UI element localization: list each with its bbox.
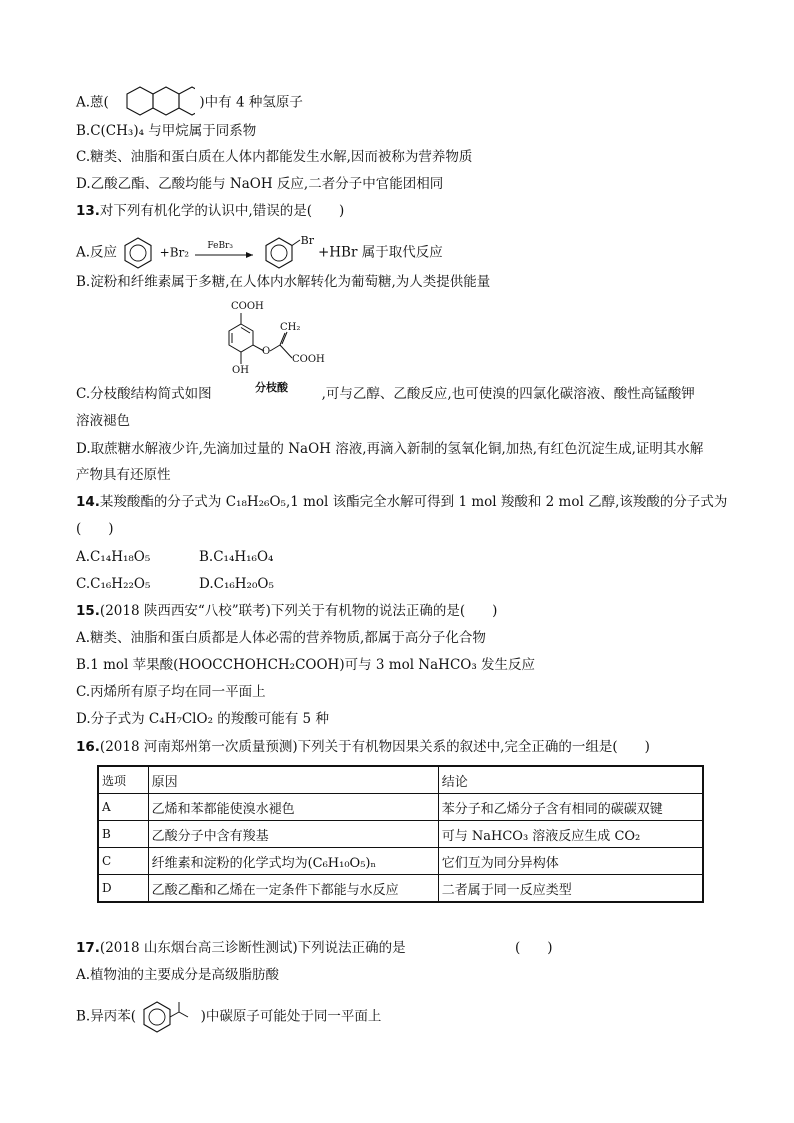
q13-bromine-reagent: +Br₂ — [159, 245, 190, 260]
q14-stem-text: 某羧酸酯的分子式为 C₁₈H₂₆O₅,1 mol 该酯完全水解可得到 1 mol 羧酸和 2 mol 乙醇,该羧酸的分子式为 — [99, 494, 728, 510]
benzene-structure — [121, 236, 155, 270]
q13-stem — [76, 202, 344, 220]
header-option: 选项 — [98, 766, 148, 794]
row-conclusion: 它们互为同分异构体 — [438, 848, 703, 875]
row-conclusion: 苯分子和乙烯分子含有相同的碳碳双键 — [438, 794, 703, 821]
cooh-right-label: COOH — [292, 354, 325, 365]
q17-stem — [76, 939, 406, 957]
ch2-label: CH₂ — [280, 322, 301, 333]
q15-option-a: A.糖类、油脂和蛋白质都是人体必需的营养物质,都属于高分子化合物 — [76, 630, 486, 646]
cumene-structure — [140, 1000, 196, 1034]
row-reason: 纤维素和淀粉的化学式均为(C₆H₁₀O₅)ₙ — [148, 848, 438, 875]
header-reason: 原因 — [148, 766, 438, 794]
q17-stem-text: (2018 山东烟台高三诊断性测试)下列说法正确的是 — [99, 940, 406, 956]
q17-option-b-text-end: )中碳原子可能处于同一平面上 — [200, 1008, 382, 1025]
q17-option-b-text: B.异丙苯( — [76, 1008, 136, 1025]
ether-o-label: O — [262, 346, 271, 357]
q15-number: 15. — [76, 603, 100, 619]
bromobenzene-structure — [262, 236, 314, 270]
q17-option-b — [76, 1000, 381, 1034]
reaction-arrow — [193, 243, 257, 263]
row-conclusion: 二者属于同一反应类型 — [438, 875, 703, 903]
table-row — [98, 848, 703, 875]
table-row — [98, 821, 703, 848]
row-option: C — [98, 848, 148, 875]
q14-option-d: D.C₁₆H₂₀O₅ — [199, 576, 274, 592]
q13-option-d: D.取蔗糖水解液少许,先滴加过量的 NaOH 溶液,再滴入新制的氢氧化铜,加热,有红色沉淀生成,证明其水解 — [76, 441, 704, 457]
catalyst-label: FeBr₃ — [207, 241, 233, 251]
q13-stem-text: 对下列有机化学的认识中,错误的是( ) — [99, 203, 345, 219]
header-conclusion: 结论 — [438, 766, 703, 794]
q17-answer-blank: ( ) — [515, 940, 553, 956]
q13-option-a-label: A.反应 — [76, 244, 118, 261]
q12-option-b: B.C(CH₃)₄ 与甲烷属于同系物 — [76, 123, 257, 139]
anthracene-structure — [113, 84, 195, 122]
q13-option-d-cont: 产物具有还原性 — [76, 467, 171, 483]
table-row — [98, 875, 703, 903]
q15-option-c: C.丙烯所有原子均在同一平面上 — [76, 684, 266, 700]
oh-label: OH — [232, 365, 249, 376]
q15-option-d: D.分子式为 C₄H₇ClO₂ 的羧酸可能有 5 种 — [76, 711, 329, 727]
q13-option-c-text: C.分枝酸结构简式如图 — [76, 386, 212, 402]
q13-option-a-text: +HBr 属于取代反应 — [317, 244, 443, 261]
row-option: D — [98, 875, 148, 903]
q16-number: 16. — [76, 739, 100, 755]
bromine-substituent-label: Br — [300, 234, 314, 247]
q15-stem — [76, 602, 497, 620]
row-option: B — [98, 821, 148, 848]
arrow-icon — [193, 243, 257, 263]
chorismic-acid-structure — [212, 298, 342, 398]
q12-option-a-text-end: )中有 4 种氢原子 — [199, 94, 303, 111]
q14-number: 14. — [76, 494, 100, 510]
q13-option-c — [76, 385, 695, 403]
row-conclusion: 可与 NaHCO₃ 溶液反应生成 CO₂ — [438, 821, 703, 848]
q16-stem-text: (2018 河南郑州第一次质量预测)下列关于有机物因果关系的叙述中,完全正确的一组是( ) — [99, 739, 650, 755]
q15-stem-text: (2018 陕西西安“八校”联考)下列关于有机物的说法正确的是( ) — [99, 603, 498, 619]
structure-caption: 分枝酸 — [255, 381, 288, 394]
q17-number: 17. — [76, 940, 100, 956]
q13-option-a — [76, 236, 443, 270]
q12-option-d: D.乙酸乙酯、乙酸均能与 NaOH 反应,二者分子中官能团相同 — [76, 176, 444, 192]
q13-number: 13. — [76, 203, 100, 219]
table-row — [98, 794, 703, 821]
q12-option-a-text: A.蒽( — [76, 94, 109, 111]
row-option: A — [98, 794, 148, 821]
q15-option-b: B.1 mol 苹果酸(HOOCCHOHCH₂COOH)可与 3 mol NaHCO₃ 发生反应 — [76, 657, 536, 673]
row-reason: 乙烯和苯都能使溴水褪色 — [148, 794, 438, 821]
row-reason: 乙酸乙酯和乙烯在一定条件下都能与水反应 — [148, 875, 438, 903]
q16-table — [97, 765, 704, 903]
q12-option-c: C.糖类、油脂和蛋白质在人体内都能发生水解,因而被称为营养物质 — [76, 149, 473, 165]
q17-option-a: A.植物油的主要成分是高级脂肪酸 — [76, 967, 280, 983]
q13-option-b: B.淀粉和纤维素属于多糖,在人体内水解转化为葡萄糖,为人类提供能量 — [76, 274, 491, 290]
q14-option-a: A.C₁₄H₁₈O₅ — [76, 549, 151, 565]
q14-option-b: B.C₁₄H₁₆O₄ — [199, 549, 274, 565]
q12-option-a — [76, 84, 303, 122]
row-reason: 乙酸分子中含有羧基 — [148, 821, 438, 848]
cooh-top-label: COOH — [231, 301, 264, 312]
q16-stem — [76, 738, 650, 756]
q13-option-c-text-end: ,可与乙醇、乙酸反应,也可使溴的四氯化碳溶液、酸性高锰酸钾 — [321, 386, 695, 402]
q14-stem — [76, 493, 727, 511]
q13-option-c-cont: 溶液褪色 — [76, 413, 130, 429]
table-header-row — [98, 766, 703, 794]
q14-stem-cont: ( ) — [76, 521, 114, 537]
q14-option-c: C.C₁₆H₂₂O₅ — [76, 576, 151, 592]
